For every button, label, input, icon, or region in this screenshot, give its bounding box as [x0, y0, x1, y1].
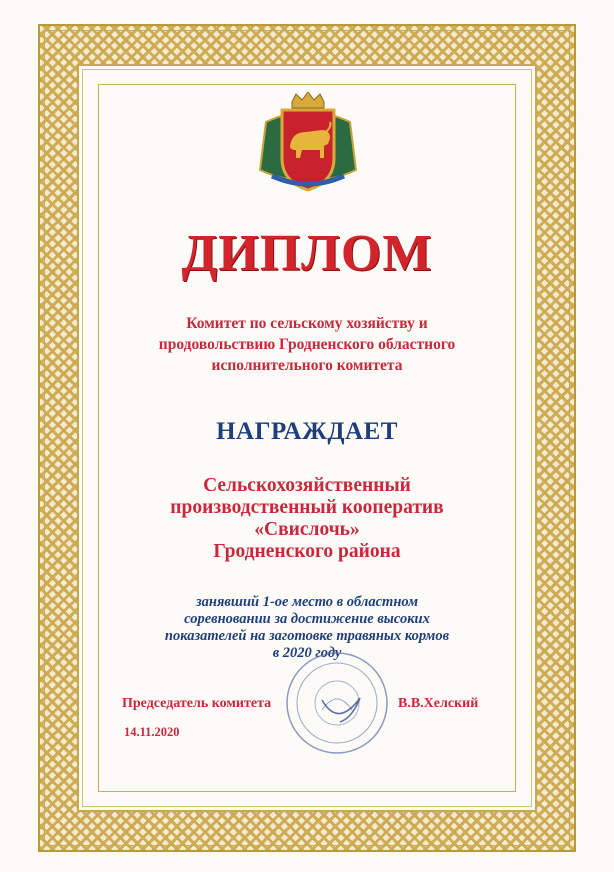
recipient-line: «Свислочь» — [254, 519, 360, 540]
signatory-title: Председатель комитета — [122, 696, 272, 711]
issue-date: 14.11.2020 — [124, 725, 180, 739]
reason-line: показателей на заготовке травяных кормов — [164, 628, 450, 644]
issuer-line: Комитет по сельскому хозяйству и — [186, 315, 428, 332]
reason-line: занявший 1-ое место в областном — [195, 594, 419, 610]
issuer-line: исполнительного комитета — [211, 357, 403, 374]
issuer-line: продовольствию Гродненского областного — [158, 336, 456, 353]
recipient-line: производственный кооператив — [170, 497, 444, 518]
awards-heading: НАГРАЖДАЕТ — [216, 418, 398, 445]
recipient-block — [110, 475, 504, 563]
issuer-block — [120, 313, 494, 376]
recipient-line: Гродненского района — [213, 541, 401, 562]
signatory-name: В.В.Хелский — [398, 696, 479, 711]
diploma-title: ДИПЛОМ — [181, 225, 433, 282]
official-seal-icon — [282, 648, 392, 758]
coat-of-arms-icon — [252, 92, 364, 196]
reason-line: в 2020 году — [272, 645, 342, 661]
recipient-line: Сельскохозяйственный — [203, 475, 411, 496]
reason-line: соревновании за достижение высоких — [184, 611, 430, 627]
